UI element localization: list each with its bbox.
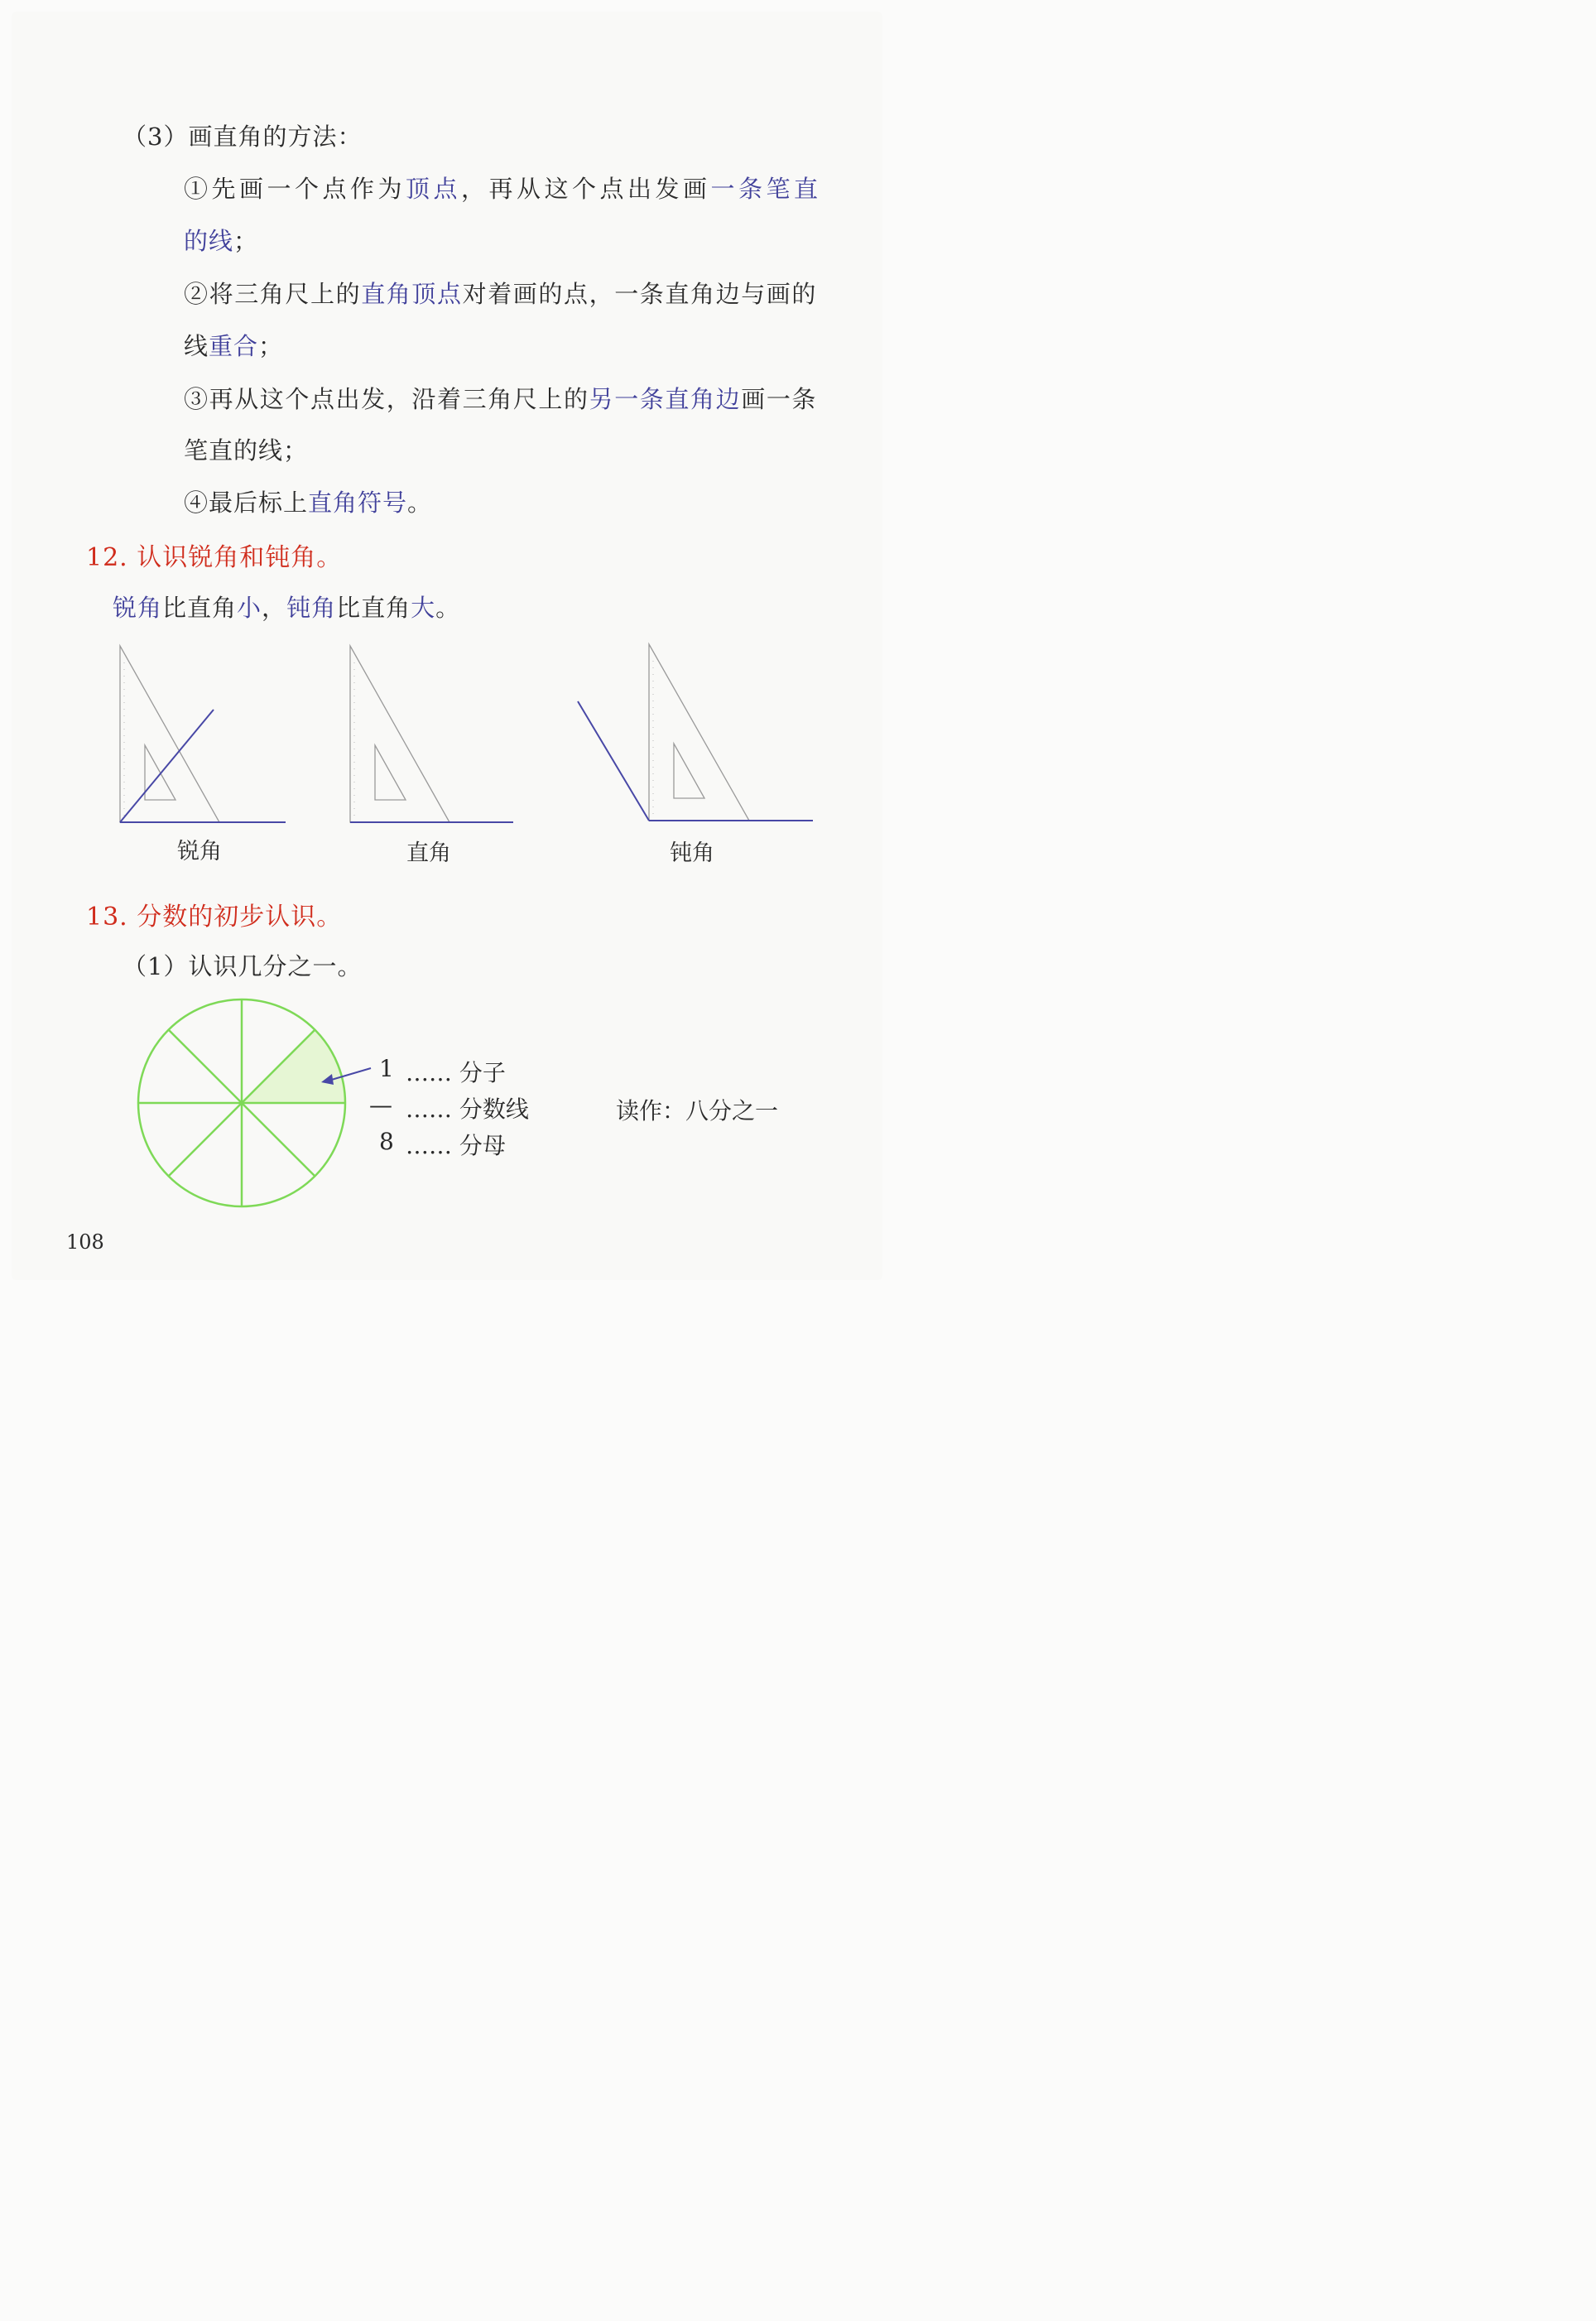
term-vertex: 顶点 xyxy=(406,175,462,203)
denominator-note: …… 分母 xyxy=(406,1132,506,1159)
right-angle-label: 直角 xyxy=(406,840,451,866)
punctuation: ， xyxy=(262,594,287,622)
punctuation: 。 xyxy=(407,489,433,517)
statement-text: 比直角 xyxy=(162,594,238,622)
acute-angle-label: 锐角 xyxy=(177,839,222,864)
fraction-bar-note: …… 分数线 xyxy=(406,1095,529,1123)
method-heading: （3）画直角的方法： xyxy=(123,123,363,151)
numerator-note: …… 分子 xyxy=(406,1059,506,1086)
numerator: 1 xyxy=(379,1055,394,1082)
term-line: 的线 xyxy=(184,227,234,255)
punctuation: 。 xyxy=(435,594,461,622)
step-1-text: ，再从这个点出发画 xyxy=(461,175,711,203)
step-2-text: 对着画的点，一条直角边与画的 xyxy=(462,280,818,308)
shaded-one-eighth xyxy=(242,1030,345,1103)
term-right-angle-mark: 直角符号 xyxy=(308,489,408,517)
term-large: 大 xyxy=(411,594,436,622)
denominator: 8 xyxy=(379,1128,394,1155)
term-small: 小 xyxy=(237,594,262,622)
step-2-text: 线 xyxy=(184,332,209,360)
circle-dividers xyxy=(138,999,345,1206)
step-4-text: ④最后标上 xyxy=(184,489,309,517)
section-13-subheading: （1）认识几分之一。 xyxy=(123,952,363,980)
term-right-angle-vertex: 直角顶点 xyxy=(361,280,463,308)
term-obtuse: 钝角 xyxy=(286,594,337,622)
term-acute: 锐角 xyxy=(113,594,163,622)
step-1-text: ①先画一个点作为 xyxy=(184,175,406,203)
obtuse-angle-label: 钝角 xyxy=(670,840,714,866)
section-13-title: 13. 分数的初步认识。 xyxy=(86,903,343,932)
step-3-line-2: 笔直的线； xyxy=(184,436,309,465)
term-straight-line: 一条笔直 xyxy=(710,175,822,203)
term-coincide: 重合 xyxy=(209,332,259,360)
fraction-bar: — xyxy=(369,1091,392,1119)
step-2-text: ②将三角尺上的 xyxy=(184,280,362,308)
punctuation: ； xyxy=(233,227,259,255)
read-as: 读作：八分之一 xyxy=(616,1097,779,1124)
step-3-text: ③再从这个点出发，沿着三角尺上的 xyxy=(184,385,589,413)
page-number: 108 xyxy=(66,1230,104,1254)
statement-text: 比直角 xyxy=(336,594,411,622)
step-3-text: 画一条 xyxy=(741,385,818,413)
section-12-title: 12. 认识锐角和钝角。 xyxy=(86,543,343,572)
punctuation: ； xyxy=(258,332,284,360)
term-other-leg: 另一条直角边 xyxy=(589,385,742,413)
